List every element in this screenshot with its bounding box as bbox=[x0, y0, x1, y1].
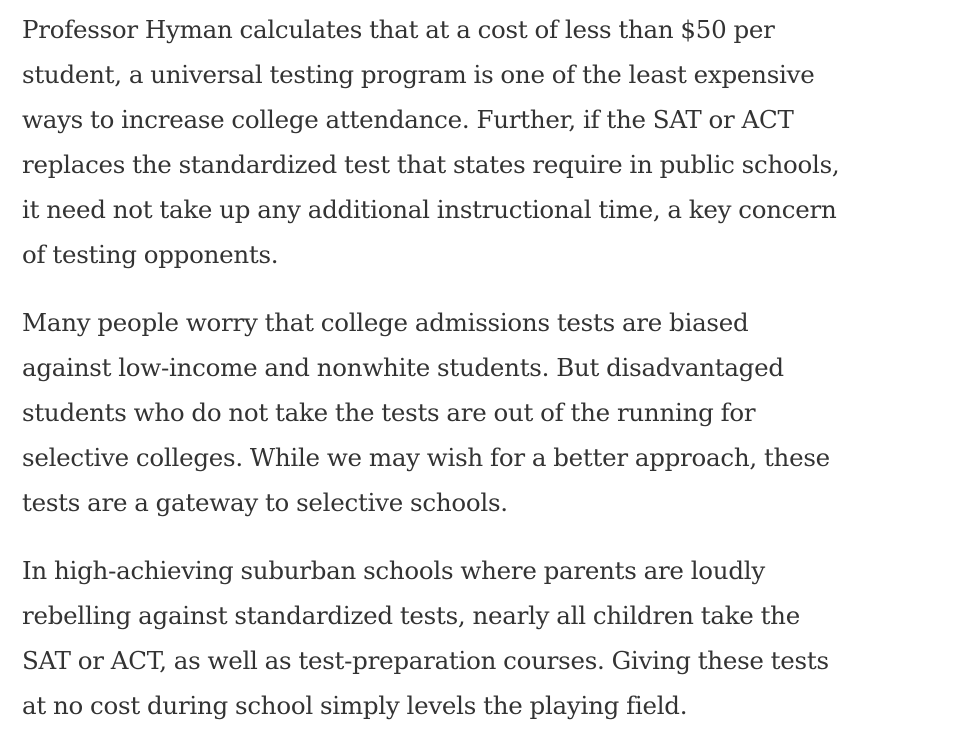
paragraph-2 bbox=[22, 300, 942, 525]
text-line: it need not take up any additional instructional time, a key concern bbox=[22, 195, 837, 224]
text-line: students who do not take the tests are out of the running for bbox=[22, 398, 756, 427]
text-line: tests are a gateway to selective schools. bbox=[22, 488, 508, 517]
text-line: SAT or ACT, as well as test-preparation courses. Giving these tests bbox=[22, 646, 829, 675]
text-line: ways to increase college attendance. Further, if the SAT or ACT bbox=[22, 105, 794, 134]
text-line: Professor Hyman calculates that at a cost of less than $50 per bbox=[22, 15, 775, 44]
text-line: selective colleges. While we may wish for a better approach, these bbox=[22, 443, 830, 472]
paragraph-3 bbox=[22, 548, 942, 728]
text-line: against low-income and nonwhite students. But disadvantaged bbox=[22, 353, 784, 382]
text-line: rebelling against standardized tests, nearly all children take the bbox=[22, 601, 800, 630]
paragraph-1 bbox=[22, 7, 942, 277]
text-line: of testing opponents. bbox=[22, 240, 279, 269]
text-line: Many people worry that college admissions tests are biased bbox=[22, 308, 749, 337]
text-line: replaces the standardized test that states require in public schools, bbox=[22, 150, 840, 179]
text-line: at no cost during school simply levels the playing field. bbox=[22, 691, 688, 720]
text-line: student, a universal testing program is one of the least expensive bbox=[22, 60, 815, 89]
text-line: In high-achieving suburban schools where parents are loudly bbox=[22, 556, 765, 585]
